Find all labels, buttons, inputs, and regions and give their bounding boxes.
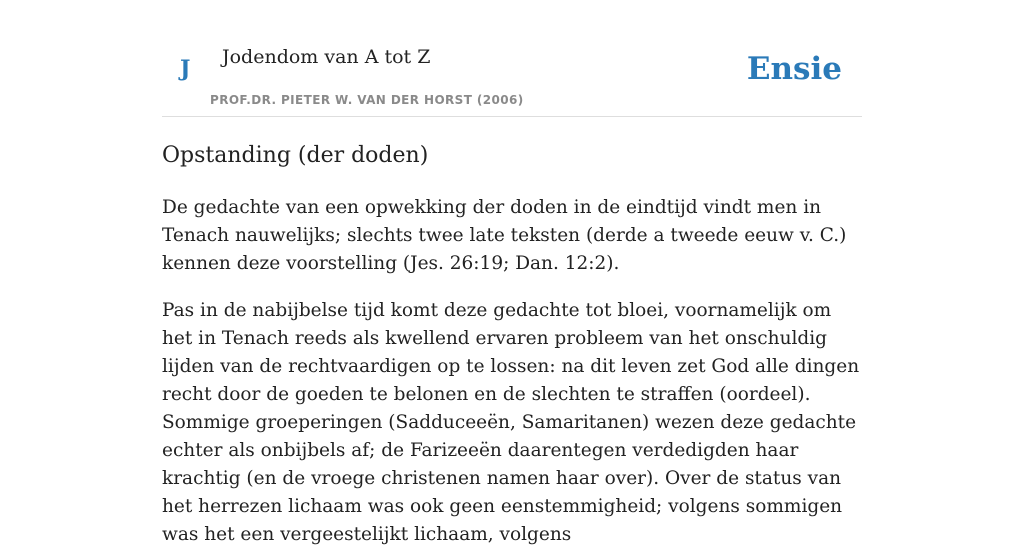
page-container	[162, 0, 862, 549]
book-author: PROF.DR. PIETER W. VAN DER HORST (2006)	[210, 93, 524, 107]
article-title: Opstanding (der doden)	[162, 143, 429, 168]
article-paragraph: Pas in de nabijbelse tijd komt deze gedachte tot bloei, voornamelijk om het in Tenach reeds als kwellend ervaren probleem van het onschuldig lijden van de rechtvaardigen op te lossen: na dit leven zet God alle dingen recht door de goeden te belonen en de slechten te straffen (oordeel). Sommige groeperingen (Sadduceeën, Samaritanen) wezen deze gedachte echter als onbijbels af; de Farizeeën daarentegen verdedigden haar krachtig (en de vroege christenen namen haar over). Over de status van het herrezen lichaam was ook geen eenstemmigheid; volgens sommigen was het een vergeestelijkt lichaam, volgens	[162, 300, 860, 545]
article-paragraph: De gedachte van een opwekking der doden in de eindtijd vindt men in Tenach nauwelijks; slechts twee late teksten (derde a tweede eeuw v. C.) kennen deze voorstelling (Jes. 26:19; Dan. 12:2).	[162, 197, 847, 274]
brand-logo[interactable]: Ensie	[746, 51, 842, 87]
book-initial-icon[interactable]: J	[180, 56, 191, 82]
book-title[interactable]: Jodendom van A tot Z	[222, 46, 431, 68]
book-header	[162, 0, 862, 117]
